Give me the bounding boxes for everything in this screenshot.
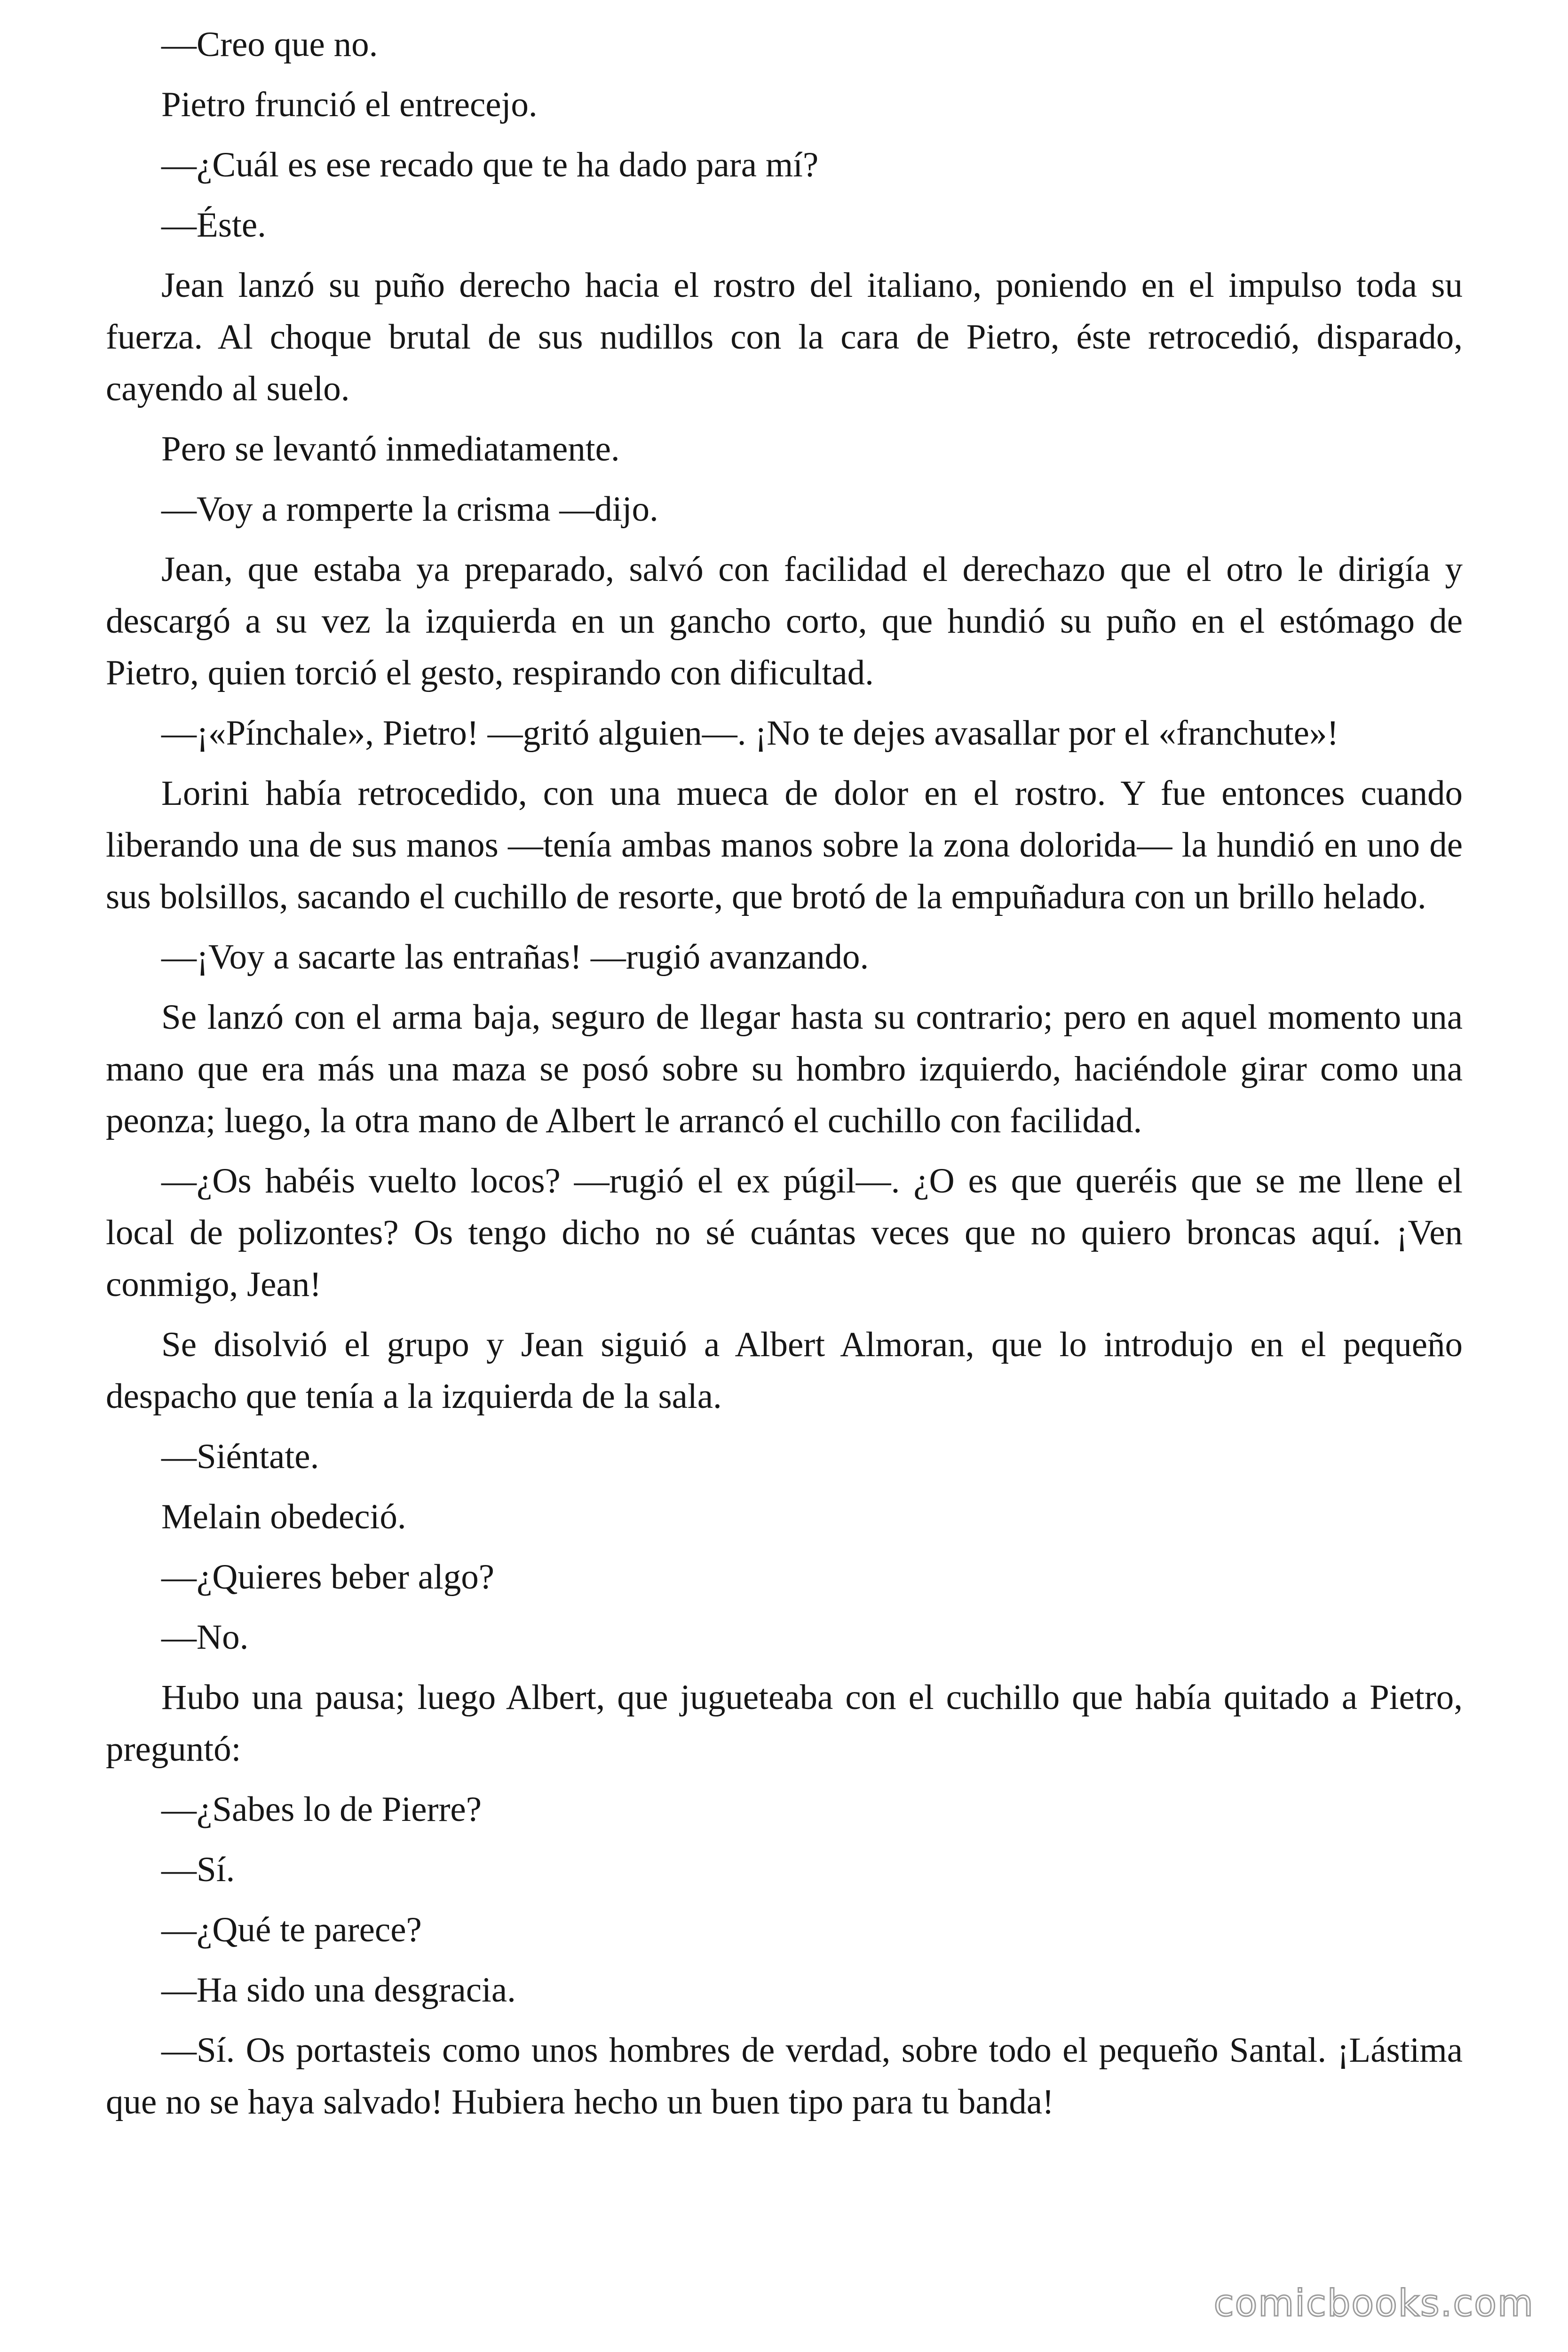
paragraph: —¡Voy a sacarte las entrañas! —rugió avanzando. bbox=[161, 938, 869, 977]
paragraph: Hubo una pausa; luego Albert, que jugueteaba con el cuchillo que había quitado a Pietro, preguntó: bbox=[106, 1678, 1463, 1769]
paragraph: —¿Quieres beber algo? bbox=[161, 1557, 494, 1597]
paragraph: —¿Sabes lo de Pierre? bbox=[161, 1790, 482, 1829]
paragraph: —¡«Pínchale», Pietro! —gritó alguien—. ¡No te dejes avasallar por el «franchute»! bbox=[161, 714, 1339, 753]
paragraph: —Sí. bbox=[161, 1850, 235, 1889]
paragraph: Se lanzó con el arma baja, seguro de llegar hasta su contrario; pero en aquel momento una mano que era más una maza se posó sobre su hombro izquierdo, haciéndole girar como una peonza; luego, la otra mano de Albert le arrancó el cuchillo con facilidad. bbox=[106, 998, 1463, 1140]
paragraph: Melain obedeció. bbox=[161, 1497, 406, 1536]
book-page bbox=[106, 19, 1463, 2338]
paragraph: —Ha sido una desgracia. bbox=[161, 1971, 516, 2010]
paragraph: —¿Qué te parece? bbox=[161, 1910, 422, 1949]
paragraph: Pietro frunció el entrecejo. bbox=[161, 85, 538, 124]
paragraph: Se disolvió el grupo y Jean siguió a Albert Almoran, que lo introdujo en el pequeño despacho que tenía a la izquierda de la sala. bbox=[106, 1325, 1463, 1416]
paragraph: —¿Os habéis vuelto locos? —rugió el ex púgil—. ¿O es que queréis que se me llene el local de polizontes? Os tengo dicho no sé cuántas veces que no quiero broncas aquí. ¡Ven conmigo, Jean! bbox=[106, 1161, 1463, 1304]
paragraph: Jean lanzó su puño derecho hacia el rostro del italiano, poniendo en el impulso toda su fuerza. Al choque brutal de sus nudillos con la cara de Pietro, éste retrocedió, disparado, cayendo al suelo. bbox=[106, 266, 1463, 408]
paragraph: Jean, que estaba ya preparado, salvó con facilidad el derechazo que el otro le dirigía y descargó a su vez la izquierda en un gancho corto, que hundió su puño en el estómago de Pietro, quien torció el gesto, respirando con dificultad. bbox=[106, 550, 1463, 692]
paragraph: —Voy a romperte la crisma —dijo. bbox=[161, 490, 658, 529]
paragraph: Lorini había retrocedido, con una mueca de dolor en el rostro. Y fue entonces cuando liberando una de sus manos —tenía ambas manos sobre la zona dolorida— la hundió en uno de sus bolsillos, sacando el cuchillo de resorte, que brotó de la empuñadura con un brillo helado. bbox=[106, 774, 1463, 916]
paragraph: —¿Cuál es ese recado que te ha dado para mí? bbox=[161, 145, 819, 184]
paragraph: —Sí. Os portasteis como unos hombres de verdad, sobre todo el pequeño Santal. ¡Lástima que no se haya salvado! Hubiera hecho un buen tipo para tu banda! bbox=[106, 2031, 1463, 2122]
paragraph: —Creo que no. bbox=[161, 25, 378, 64]
watermark: comicbooks.com bbox=[1213, 2282, 1534, 2325]
paragraph: —Siéntate. bbox=[161, 1437, 319, 1476]
paragraph: —No. bbox=[161, 1618, 249, 1657]
paragraph: Pero se levantó inmediatamente. bbox=[161, 429, 620, 469]
paragraph: —Éste. bbox=[161, 206, 266, 245]
